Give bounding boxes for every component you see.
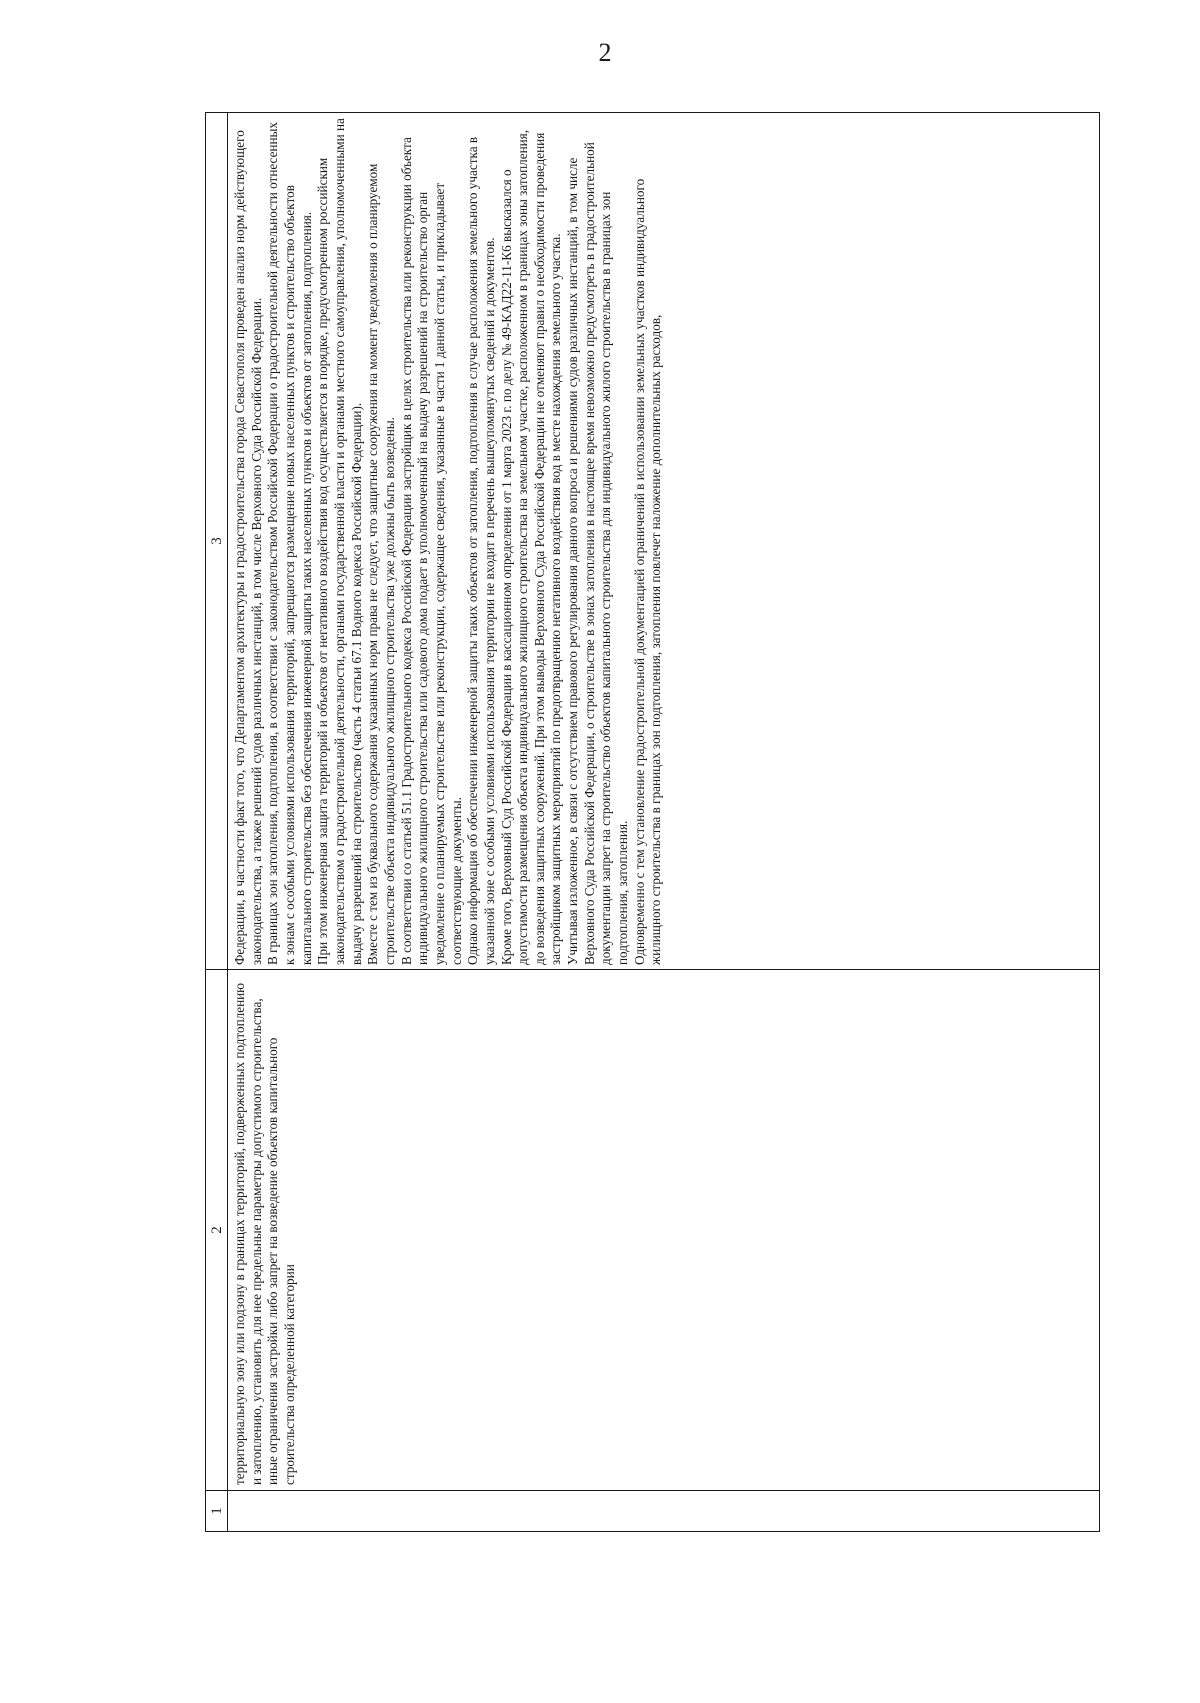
header-col-2: 2: [209, 1226, 225, 1234]
col3-paragraph: Федерации, в частности факт того, что Департаментом архитектуры и градостроительства города Севастополя проведен анализ норм действующего законодательства, а также решений судов различных инстанций, в том числе Верховного Суда Российской Федерации.: [232, 130, 264, 965]
col3-paragraph: Учитывая изложенное, в связи с отсутствием правового регулирования данного вопроса и решениями судов различных инстанций, в том числе Верховного Суда Российской Федерации, о строительстве в зонах затопления в настоящее время невозможно предусмотреть в градостроительной документации запрет на строительство объектов капитального строительства для индивидуального жилого строительства в границах зон подтопления, затопления.: [565, 142, 631, 965]
col3-paragraph: В границах зон затопления, подтопления, в соответствии с законодательством Российской Федерации о градостроительной деятельности отнесенных к зонам с особыми условиями использования территорий, запрещаются размещение новых населенных пунктов и строительство объектов капитального строительства без обеспечения инженерной защиты таких населенных пунктов и объектов от затопления, подтопления.: [265, 122, 314, 965]
col3-paragraph: Однако информация об обеспечении инженерной защиты таких объектов от затопления, подтопления в случае расположения земельного участка в указанной зоне с особыми условиями использования территории не входит в перечень вышеупомянутых сведений и документов.: [465, 136, 497, 965]
col3-paragraph: Кроме того, Верховный Суд Российской Федерации в кассационном определении от 1 марта 2023 г. по делу № 49-КАД22-11-К6 высказался о допустимости размещения объекта индивидуального жилищного строительства на земельном участке, расположенном в границах зоны затопления, до возведения защитных сооружений. При этом выводы Верховного Суда Российской Федерации не отменяют правил о необходимости проведения застройщиком защитных мероприятий по предотвращению негативного воздействия вод в месте нахождения земельного участка.: [498, 129, 564, 965]
header-col-3: 3: [209, 537, 225, 545]
col3-paragraph: Вместе с тем из буквального содержания указанных норм права не следует, что защитные сооружения на момент уведомления о планируемом строительстве объекта индивидуального жилищного строительства уже должны быть возведены.: [365, 163, 397, 965]
col3-paragraph: Одновременно с тем установление градостроительной документацией ограничений в использовании земельных участков индивидуального жилищного строительства в границах зон подтопления, затопления повлечет наложение дополнительных расходов,: [631, 178, 664, 965]
header-col-1: 1: [209, 1507, 225, 1515]
column-divider: [206, 1490, 1099, 1491]
document-table: [205, 112, 1100, 1532]
cell-col-3: [232, 113, 1098, 969]
column-divider: [206, 969, 1099, 970]
table-header-row: [206, 113, 228, 1531]
page-number: 2: [598, 38, 612, 67]
col3-paragraph: При этом инженерная защита территорий и объектов от негативного воздействия вод осуществляется в порядке, предусмотренном российским законодательством о градостроительной деятельности, органами государственной власти и органами местного самоуправления, уполномоченными на выдачу разрешений на строительство (часть 4 статьи 67.1 Водного кодекса Российской Федерации).: [315, 118, 364, 965]
col3-paragraph: В соответствии со статьей 51.1 Градостроительного кодекса Российской Федерации застройщик в целях строительства или реконструкции объекта индивидуального жилищного строительства или садового дома подает в уполномоченный на выдачу разрешений на строительство орган уведомление о планируемых строительстве или реконструкции, содержащее сведения, указанные в части 1 данной статьи, и прикладывает соответствующие документы.: [398, 137, 464, 965]
table-frame: [205, 112, 1100, 1532]
cell-col-2: [232, 971, 298, 1491]
col2-text: территориальную зону или подзону в границах территорий, подверженных подтоплению и затоплению, установить для нее предельные параметры допустимого строительства, иные ограничения застройки либо запрет на возведение объектов капитального строительства определенной категории: [232, 982, 297, 1485]
